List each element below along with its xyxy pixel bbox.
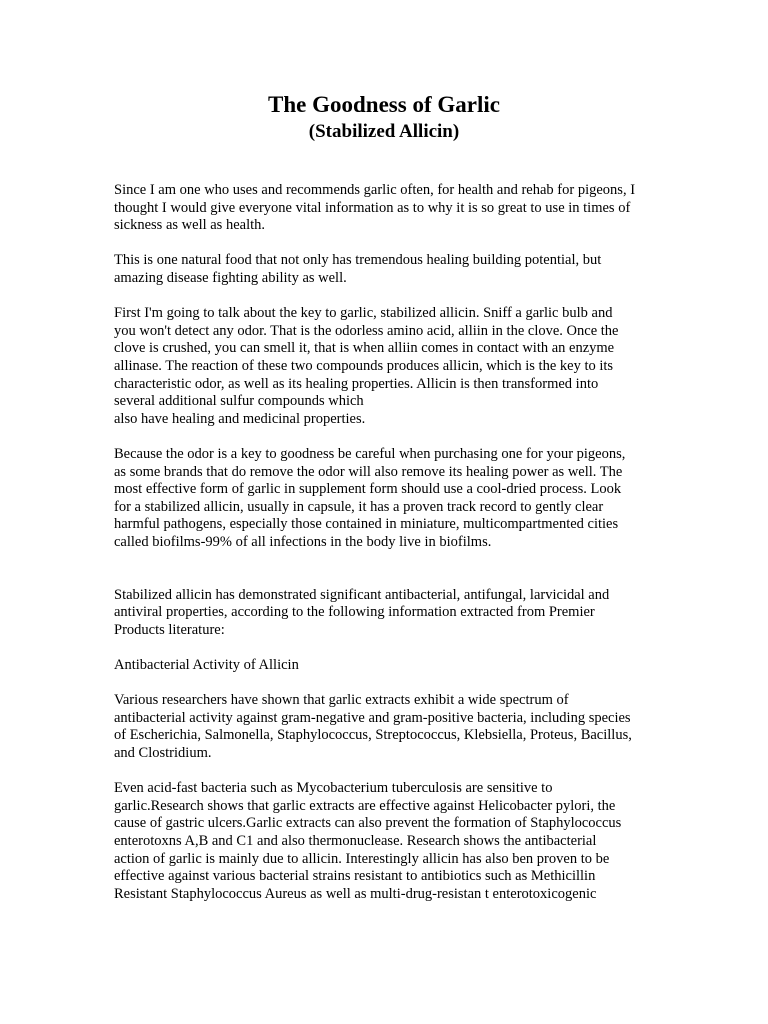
text-line: sickness as well as health.: [114, 217, 266, 234]
text-line: you won't detect any odor. That is the odorless amino acid, alliin in the clove. Once the: [114, 322, 619, 339]
text-line: action of garlic is mainly due to allicin. Interestingly allicin has also ben proven to be: [114, 850, 610, 867]
text-line: called biofilms-99% of all infections in the body live in biofilms.: [114, 533, 492, 550]
text-line: Even acid-fast bacteria such as Mycobacterium tuberculosis are sensitive to: [114, 780, 553, 797]
paragraph-researchers: [114, 692, 659, 762]
text-line: most effective form of garlic in supplement form should use a cool-dried process. Look: [114, 481, 622, 498]
text-line: allinase. The reaction of these two compounds produces allicin, which is the key to its: [114, 357, 614, 374]
text-line: Various researchers have shown that garlic extracts exhibit a wide spectrum of: [114, 692, 569, 709]
text-line: several additional sulfur compounds which: [114, 393, 364, 410]
page-title: The Goodness of Garlic: [268, 92, 500, 117]
text-line: and Clostridium.: [114, 745, 212, 761]
text-line: This is one natural food that not only has tremendous healing building potential, but: [114, 252, 602, 269]
text-line: antibacterial activity against gram-negative and gram-positive bacteria, including species: [114, 709, 631, 726]
paragraph-intro: [114, 182, 659, 235]
text-line: clove is crushed, you can smell it, that is when alliin comes in contact with an enzyme: [114, 340, 615, 357]
text-line: for a stabilized allicin, usually in capsule, it has a proven track record to gently clear: [114, 498, 604, 515]
page-subtitle: (Stabilized Allicin): [308, 121, 460, 142]
document-body: [114, 182, 659, 921]
text-line: also have healing and medicinal properties.: [114, 410, 366, 427]
paragraph-acid-fast: [114, 780, 659, 903]
paragraph-properties: [114, 587, 659, 640]
text-line: Because the odor is a key to goodness be careful when purchasing one for your pigeons,: [114, 445, 626, 462]
text-line: Products literature:: [114, 621, 225, 638]
text-line: as some brands that do remove the odor will also remove its healing power as well. The: [114, 463, 623, 480]
text-line: characteristic odor, as well as its healing properties. Allicin is then transformed into: [114, 375, 599, 392]
paragraph-odor-goodness: [114, 446, 659, 552]
text-line: Since I am one who uses and recommends garlic often, for health and rehab for pigeons, I: [114, 182, 636, 198]
text-line: Resistant Staphylococcus Aureus as well as multi-drug-resistan t enterotoxicogenic: [114, 885, 597, 902]
paragraph-natural-food: [114, 252, 659, 287]
text-line: amazing disease fighting ability as well.: [114, 269, 347, 286]
text-line: enterotoxns A,B and C1 and also thermonuclease. Research shows the antibacterial: [114, 832, 597, 849]
text-line: First I'm going to talk about the key to garlic, stabilized allicin. Sniff a garlic bulb and: [114, 305, 613, 322]
text-line: antiviral properties, according to the following information extracted from Premier: [114, 604, 595, 621]
text-line: garlic.Research shows that garlic extracts are effective against Helicobacter pylori, the: [114, 797, 616, 814]
text-line: effective against various bacterial strains resistant to antibiotics such as Methicillin: [114, 868, 596, 885]
paragraph-stabilized-allicin: [114, 305, 659, 428]
text-line: thought I would give everyone vital information as to why it is so great to use in times of: [114, 199, 631, 216]
text-line: Antibacterial Activity of Allicin: [114, 657, 299, 674]
text-line: Stabilized allicin has demonstrated significant antibacterial, antifungal, larvicidal and: [114, 586, 610, 603]
text-line: cause of gastric ulcers.Garlic extracts can also prevent the formation of Staphylococcus: [114, 815, 622, 832]
text-line: harmful pathogens, especially those contained in miniature, multicompartmented cities: [114, 516, 619, 533]
section-heading-antibacterial: [114, 657, 659, 675]
text-line: of Escherichia, Salmonella, Staphylococcus, Streptococcus, Klebsiella, Proteus, Bacillus,: [114, 727, 632, 744]
